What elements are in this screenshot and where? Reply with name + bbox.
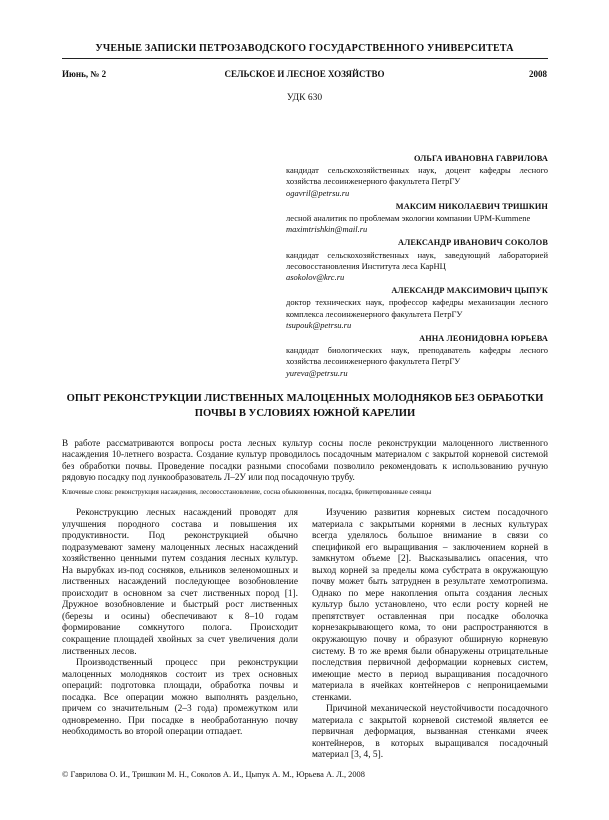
body-paragraph: Производственный процесс при реконструкции малоценных молодняков состоит из трех основных операций: подготовка площади, обработка почвы и посадка. Все операции можно выполнять раздельно, причем со значительным (2–3 года) промежутком или одновременно. При посадке в необработанную почву необходимость во второй операции отпадает. [62, 658, 298, 738]
copyright-notice: © Гаврилова О. И., Тришкин М. Н., Соколов А. И., Цыпук А. М., Юрьева А. Л., 2008 [62, 770, 365, 779]
author-affiliation: доктор технических наук, профессор кафедры механизации лесного комплекса лесоинженерного факультета ПетрГУ [286, 297, 548, 319]
author-block [286, 237, 548, 283]
author-list [286, 153, 548, 381]
author-block [286, 153, 548, 199]
year-label: 2008 [529, 69, 547, 79]
author-email: maximtrishkin@mail.ru [286, 224, 368, 235]
author-name: АЛЕКСАНДР МАКСИМОВИЧ ЦЫПУК [391, 286, 548, 296]
author-name: АННА ЛЕОНИДОВНА ЮРЬЕВА [419, 334, 548, 344]
body-paragraph: Изучению развития корневых систем посадочного материала с закрытыми корнями в лесных культурах всегда уделялось большое внимание в связи со спецификой его выращивания – заключением корней в замкнутом объеме [2]. Высказывались опасения, что выход корней за пределы кома субстрата в окружающую почву может быть затруднен в результате хемотропизма. Однако по мере накопления опыта создания лесных культур было установлено, что если росту корней не препятствует оставленная при посадке оболочка корнезакрывающего кома, то они распространяются в окружающую почву и образуют обширную корневую систему. В то же время были обнаружены отрицательные последствия первичной деформации корневых систем, имеющие место в период выращивания посадочного материала в ячейках контейнеров с непроницаемыми стенками. [312, 508, 548, 703]
author-block [286, 285, 548, 331]
author-name: АЛЕКСАНДР ИВАНОВИЧ СОКОЛОВ [398, 238, 548, 248]
author-name: ОЛЬГА ИВАНОВНА ГАВРИЛОВА [413, 154, 548, 163]
udk-code: УДК 630 [286, 93, 323, 103]
article-title: ОПЫТ РЕКОНСТРУКЦИИ ЛИСТВЕННЫХ МАЛОЦЕННЫХ МОЛОДНЯКОВ БЕЗ ОБРАБОТКИ ПОЧВЫ В УСЛОВИЯХ ЮЖНОЙ КАРЕЛИИ [66, 393, 544, 419]
author-affiliation: кандидат сельскохозяйственных наук, заведующий лабораторией лесовосстановления Института леса КарНЦ [286, 249, 548, 271]
keywords: Ключевые слова: реконструкция насаждения, лесовосстановление, сосна обыкновенная, посадка, брикетированные сеянцы [62, 488, 432, 496]
body-paragraph: Реконструкцию лесных насаждений проводят для улучшения породного состава и повышения их продуктивности. Под реконструкцией обычно подразумевают замену малоценных лесных насаждений хозяйственно ценными путем создания лесных культур. На вырубках из-под сосняков, ельников зеленомошных и лиственных насаждений последующее возобновление происходит в основном за счет лиственных пород [1]. Дружное возобновление и быстрый рост лиственных (березы и осины) обеспечивают к 8–10 годам формирование сомкнутого полога. Происходит сокращение площадей хвойных за счет увеличения доли лиственных лесов. [62, 508, 298, 657]
body-column-left [62, 508, 298, 739]
author-email: asokolov@krc.ru [286, 272, 345, 283]
author-affiliation: лесной аналитик по проблемам экологии компании UPM-Kummene [286, 213, 531, 224]
issue-label: Июнь, № 2 [62, 69, 107, 79]
header-rule [62, 58, 548, 59]
author-email: yureva@petrsu.ru [286, 367, 348, 378]
author-email: tsupouk@petrsu.ru [286, 319, 352, 330]
author-block [286, 333, 548, 379]
journal-title: УЧЕНЫЕ ЗАПИСКИ ПЕТРОЗАВОДСКОГО ГОСУДАРСТВЕННОГО УНИВЕРСИТЕТА [95, 43, 514, 54]
author-affiliation: кандидат сельскохозяйственных наук, доцент кафедры лесного хозяйства лесоинженерного факультета ПетрГУ [286, 165, 548, 187]
author-name: МАКСИМ НИКОЛАЕВИЧ ТРИШКИН [395, 201, 548, 211]
author-block [286, 201, 548, 236]
body-paragraph: Причиной механической неустойчивости посадочного материала с закрытой корневой системой является ее первичная деформация, вызванная стенками ячеек контейнеров, в которых выращивался посадочный материал [3, 4, 5]. [312, 704, 548, 761]
body-column-right [312, 508, 548, 762]
section-label: СЕЛЬСКОЕ И ЛЕСНОЕ ХОЗЯЙСТВО [224, 69, 385, 79]
author-email: ogavril@petrsu.ru [286, 187, 350, 198]
abstract: В работе рассматриваются вопросы роста лесных культур сосны после реконструкции малоценного лиственного насаждения 10-летнего возраста. Создание культур проводилось посадочным материалом с закрытой корневой системой без обработки почвы. Проведение посадки разными способами позволило рекомендовать к использованию ручную рядовую посадку под лункообразователь Л–2У или под посадочную трубу. [62, 438, 548, 483]
author-affiliation: кандидат биологических наук, преподаватель кафедры лесного хозяйства лесоинженерного факультета ПетрГУ [286, 345, 548, 367]
